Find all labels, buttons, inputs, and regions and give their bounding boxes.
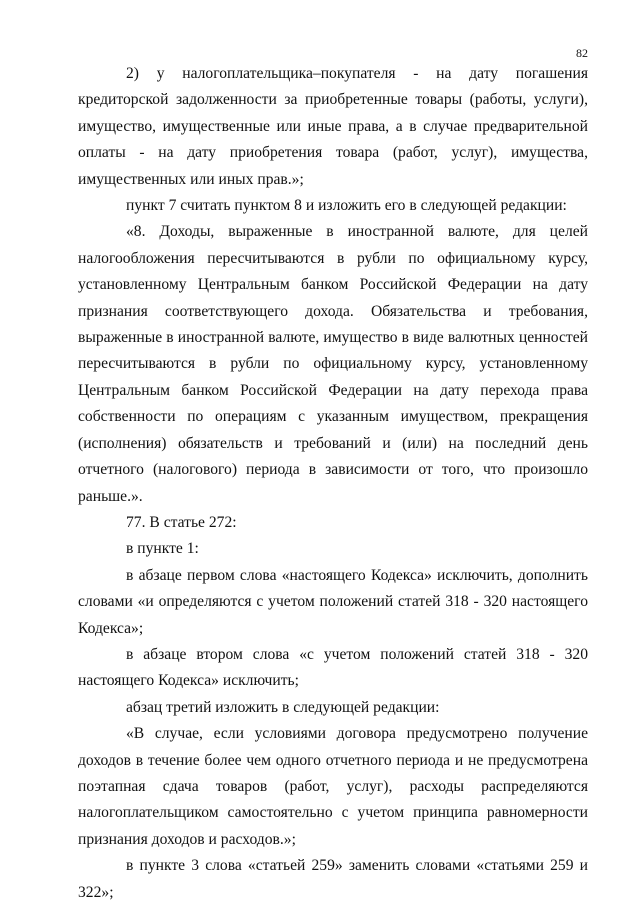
paragraph-second-abzac: в абзаце втором слова «с учетом положений статей 318 - 320 настоящего Кодекса» исключить; bbox=[78, 645, 588, 690]
paragraph-first-abzac: в абзаце первом слова «настоящего Кодекса» исключить, дополнить словами «и определяются с учетом положений статей 318 - 320 настоящего Кодекса»; bbox=[78, 566, 588, 637]
paragraph-point-7-renumber: пункт 7 считать пунктом 8 и изложить его в следующей редакции: bbox=[126, 197, 567, 215]
paragraph-article-272: 77. В статье 272: bbox=[126, 513, 237, 531]
paragraph-point-1: в пункте 1: bbox=[126, 540, 199, 558]
paragraph-third-abzac-text: «В случае, если условиями договора предусмотрено получение доходов в течение более чем одного отчетного периода и не предусмотрена поэтапная сдача товаров (работ, услуг), расходы распределяются налогоплательщиком самостоятельно с учетом принципа равномерности признания доходов и расходов.»; bbox=[78, 725, 588, 848]
paragraph-subpoint-2: 2) у налогоплательщика–покупателя - на дату погашения кредиторской задолженности за приобретенные товары (работы, услуги), имущество, имущественные или иные права, а в случае предварительной оплаты - на дату приобретения товара (работ, услуг), имущества, имущественных или иных прав.»; bbox=[78, 65, 588, 188]
paragraph-third-abzac-intro: абзац третий изложить в следующей редакции: bbox=[126, 698, 440, 716]
document-body bbox=[78, 61, 588, 906]
page-number: 82 bbox=[576, 46, 588, 60]
paragraph-point-3: в пункте 3 слова «статьей 259» заменить словами «статьями 259 и 322»; bbox=[78, 857, 588, 901]
paragraph-point-8-text: «8. Доходы, выраженные в иностранной валюте, для целей налогообложения пересчитываются в рубли по официальному курсу, установленному Центральным банком Российской Федерации на дату признания соответствующего дохода. Обязательства и требования, выраженные в иностранной валюте, имущество в виде валютных ценностей пересчитываются в рубли по официальному курсу, установленному Центральным банком Российской Федерации на дату перехода права собственности по операциям с указанным имуществом, прекращения (исполнения) обязательств и требований и (или) на последний день отчетного (налогового) периода в зависимости от того, что произошло раньше.». bbox=[78, 223, 588, 505]
